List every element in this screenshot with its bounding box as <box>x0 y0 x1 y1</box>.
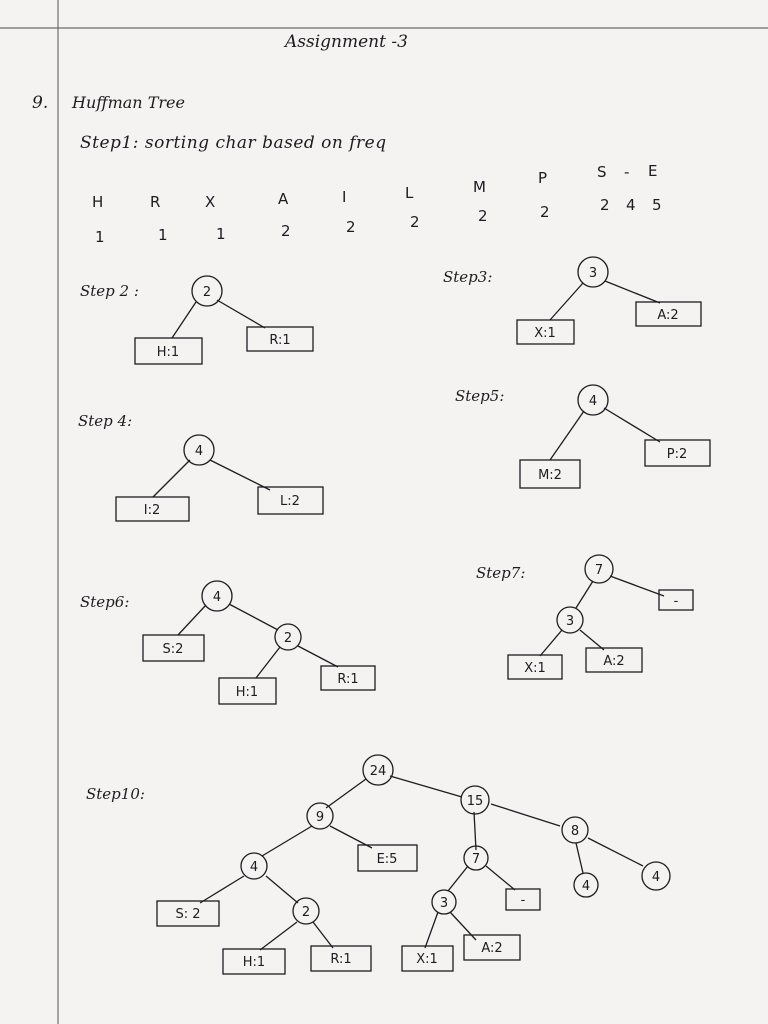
leaf-label: M:2 <box>538 468 562 483</box>
step1-label: Step1: sorting char based on freq <box>80 133 387 153</box>
step3-label: Step3: <box>443 268 493 286</box>
node-value: 4 <box>651 870 661 885</box>
char-cell: - <box>624 163 630 181</box>
leaf-label: H:1 <box>242 955 266 970</box>
step10-tree <box>157 755 670 974</box>
leaf-label: S:2 <box>162 642 184 657</box>
freq-cell: 2 <box>540 203 550 221</box>
node-value: 2 <box>202 285 212 300</box>
leaf-label: E:5 <box>376 852 398 867</box>
node-value: 7 <box>594 563 604 578</box>
leaf-label: R:1 <box>269 333 291 348</box>
step5-label: Step5: <box>455 387 505 405</box>
node-value: 2 <box>283 631 293 646</box>
leaf-label: P:2 <box>666 447 688 462</box>
step4-label: Step 4: <box>78 412 133 430</box>
node-value: 4 <box>212 590 222 605</box>
step3-tree <box>517 257 701 344</box>
step6-tree <box>143 581 375 704</box>
leaf-label: X:1 <box>534 326 556 341</box>
char-cell: I <box>342 188 347 206</box>
node-value: 4 <box>588 394 598 409</box>
freq-cell: 1 <box>95 228 105 246</box>
question-number: 9. <box>32 93 49 113</box>
node-value: 3 <box>439 896 449 911</box>
leaf-label: L:2 <box>280 494 300 509</box>
leaf-label: A:2 <box>657 308 679 323</box>
char-cell: M <box>473 178 486 196</box>
char-cell: E <box>648 162 658 180</box>
node-value: 8 <box>570 824 580 839</box>
node-value: 3 <box>588 266 598 281</box>
leaf-label: H:1 <box>156 345 180 360</box>
step2-tree <box>135 276 313 364</box>
node-value: 9 <box>315 810 325 825</box>
node-value: 4 <box>194 444 204 459</box>
leaf-label: R:1 <box>337 672 359 687</box>
step6-label: Step6: <box>80 593 130 611</box>
freq-cell: 2 <box>600 196 610 214</box>
node-value: 2 <box>301 905 311 920</box>
freq-cell: 4 <box>626 196 636 214</box>
step4-tree <box>116 435 323 521</box>
char-cell: A <box>278 190 289 208</box>
char-cell: X <box>205 193 216 211</box>
node-value: 4 <box>249 860 259 875</box>
leaf-label: A:2 <box>603 654 625 669</box>
leaf-label: R:1 <box>330 952 352 967</box>
node-value: 7 <box>471 852 481 867</box>
freq-cell: 1 <box>158 226 168 244</box>
leaf-label: X:1 <box>416 952 438 967</box>
leaf-label: - <box>673 594 679 609</box>
node-value: 3 <box>565 614 575 629</box>
freq-cell: 2 <box>478 207 488 225</box>
question-title: Huffman Tree <box>72 93 185 112</box>
step10-label: Step10: <box>86 785 145 803</box>
char-cell: H <box>92 193 104 211</box>
leaf-label: X:1 <box>524 661 546 676</box>
freq-cell: 2 <box>346 218 356 236</box>
step7-label: Step7: <box>476 564 526 582</box>
node-value: 15 <box>466 794 484 809</box>
freq-cell: 2 <box>281 222 291 240</box>
freq-cell: 5 <box>652 196 662 214</box>
node-value: 24 <box>369 764 387 779</box>
char-cell: P <box>538 169 548 187</box>
step2-label: Step 2 : <box>80 282 139 300</box>
leaf-label: S: 2 <box>175 907 201 922</box>
step5-tree <box>520 385 710 488</box>
leaf-label: - <box>520 893 526 908</box>
leaf-label: I:2 <box>143 503 161 518</box>
step7-tree <box>508 555 693 679</box>
leaf-label: H:1 <box>235 685 259 700</box>
node-value: 4 <box>581 879 591 894</box>
char-cell: R <box>150 193 161 211</box>
freq-cell: 1 <box>216 225 226 243</box>
freq-cell: 2 <box>410 213 420 231</box>
char-cell: L <box>405 184 414 202</box>
page-title: Assignment -3 <box>285 32 408 52</box>
leaf-label: A:2 <box>481 941 503 956</box>
char-cell: S <box>597 163 607 181</box>
